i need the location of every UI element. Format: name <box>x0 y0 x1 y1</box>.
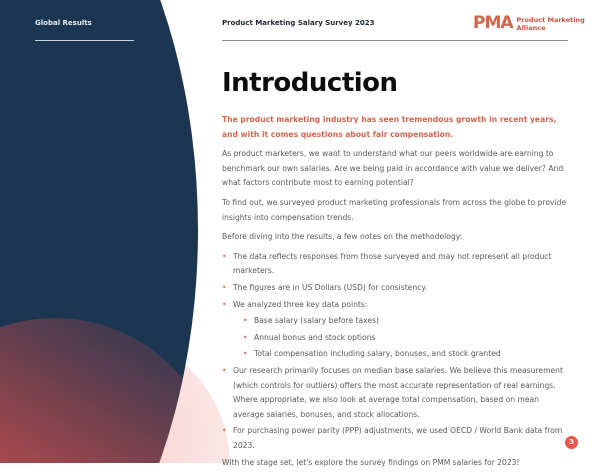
methodology-list <box>222 250 567 454</box>
sub-list-item: • Base salary (salary before taxes) <box>233 314 567 329</box>
header-divider-left <box>35 40 134 41</box>
sub-list-item: • Total compensation including salary, bonuses, and stock granted <box>233 347 567 362</box>
data-points-list <box>233 314 567 362</box>
header-divider-right <box>222 40 568 41</box>
navy-ellipse-decoration <box>0 0 198 463</box>
paragraph: To find out, we surveyed product marketing professionals from across the globe to provide insights into compensation trends. <box>222 197 567 222</box>
section-label: Global Results <box>35 19 92 27</box>
list-item-text: We analyzed three key data points: <box>233 299 368 309</box>
lead-paragraph: The product marketing industry has seen tremendous growth in recent years, and with it comes questions about fair compensation. <box>222 115 557 139</box>
logo-mark: PMA <box>473 13 513 33</box>
list-item: • For purchasing power parity (PPP) adjustments, we used OECD / World Bank data from 2023. <box>222 424 567 453</box>
page-number-badge: 3 <box>565 436 578 449</box>
document-title: Product Marketing Salary Survey 2023 <box>222 19 375 27</box>
list-item: • The figures are in US Dollars (USD) for consistency. <box>222 281 567 296</box>
pma-logo <box>473 15 585 32</box>
list-item <box>222 298 567 362</box>
logo-line-2: Alliance <box>516 23 546 32</box>
list-item: • The data reflects responses from those surveyed and may not represent all product marketers. <box>222 250 567 279</box>
closing-paragraph: With the stage set, let's explore the survey findings on PMM salaries for 2023! <box>222 458 520 468</box>
page-content <box>222 113 567 476</box>
red-gradient-circle-decoration <box>0 318 198 463</box>
sub-list-item: • Annual bonus and stock options <box>233 331 567 346</box>
list-item: • Our research primarily focuses on median base salaries. We believe this measurement (which controls for outliers) offers the most accurate representation of real earnings. Where appropriate, we also look at average total compensation, based on mean average salaries, bonuses, and stock allocations. <box>222 364 567 422</box>
logo-line-1: Product Marketing <box>516 15 585 24</box>
logo-text <box>517 16 585 32</box>
page-title: Introduction <box>222 68 398 98</box>
paragraph: Before diving into the results, a few notes on the methodology: <box>222 232 463 242</box>
paragraph: As product marketers, we want to understand what our peers worldwide are earning to benchmark our own salaries. Are we being paid in accordance with value we deliver? And what factors contribute most to earning potential? <box>222 149 564 188</box>
